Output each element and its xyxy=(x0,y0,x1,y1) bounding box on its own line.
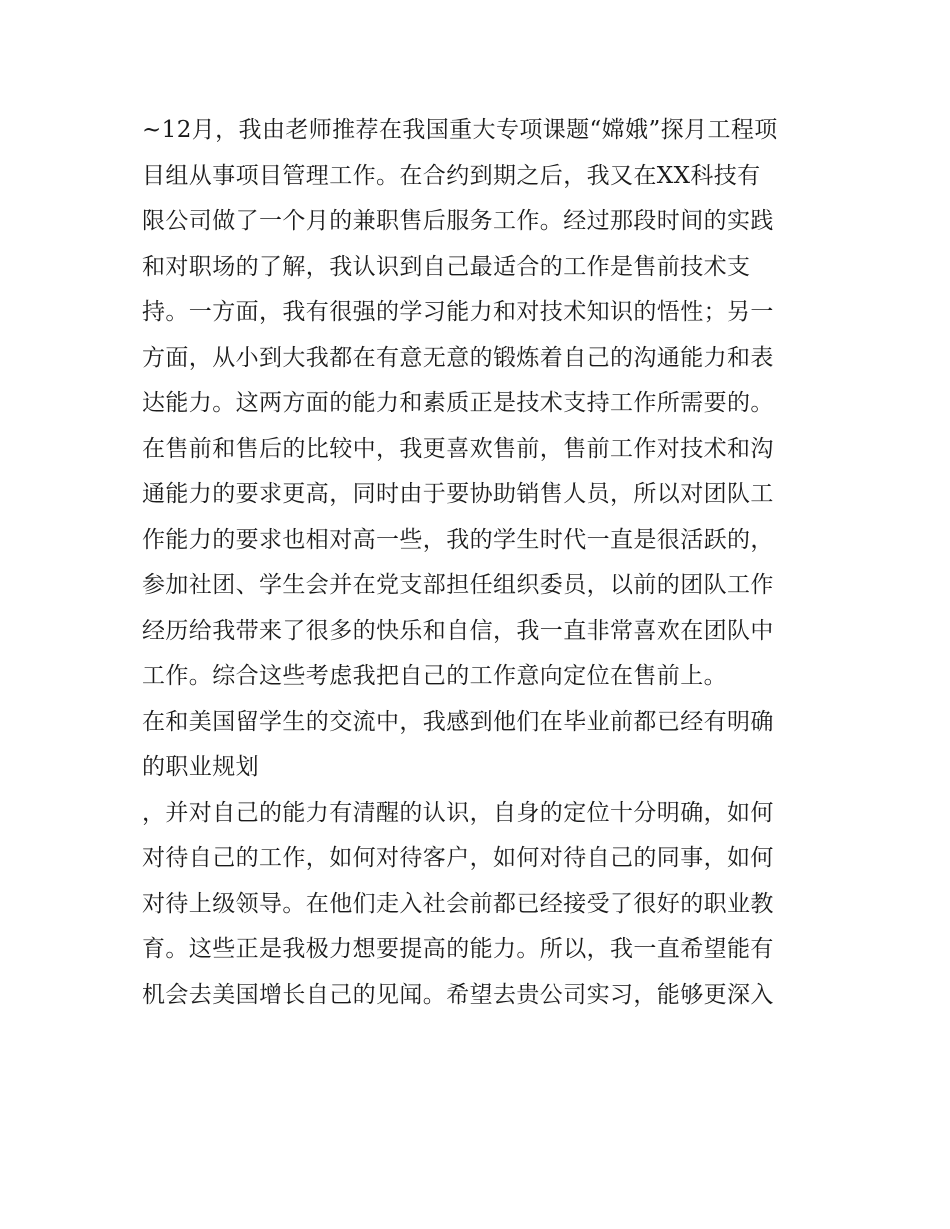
text-line: 参加社团、学生会并在党支部担任组织委员，以前的团队工作 xyxy=(142,572,774,598)
text-line: 方面，从小到大我都在有意无意的锻炼着自己的沟通能力和表 xyxy=(142,344,774,371)
text-line: 育。这些正是我极力想要提高的能力。所以，我一直希望能有 xyxy=(142,936,774,962)
text-line: 达能力。这两方面的能力和素质正是技术支持工作所需要的。 xyxy=(142,390,774,416)
text-line: 经历给我带来了很多的快乐和自信，我一直非常喜欢在团队中 xyxy=(142,617,774,644)
text-line: 在和美国留学生的交流中，我感到他们在毕业前都已经有明确 xyxy=(142,708,774,735)
text-line: 通能力的要求更高，同时由于要协助销售人员，所以对团队工 xyxy=(142,481,774,507)
text-line: 限公司做了一个月的兼职售后服务工作。经过那段时间的实践 xyxy=(142,208,774,234)
text-line: 和对职场的了解，我认识到自己最适合的工作是售前技术支 xyxy=(142,253,751,280)
text-line: 的职业规划 xyxy=(142,754,259,780)
text-line: 作能力的要求也相对高一些，我的学生时代一直是很活跃的， xyxy=(142,526,774,553)
text-line: 工作。综合这些考虑我把自己的工作意向定位在售前上。 xyxy=(142,663,727,689)
text-line: 对待自己的工作，如何对待客户，如何对待自己的同事，如何 xyxy=(142,845,774,871)
text-line: ~12月，我由老师推荐在我国重大专项课题“嫦娥”探月工程项 xyxy=(142,117,778,143)
text-line: 目组从事项目管理工作。在合约到期之后，我又在XX科技有 xyxy=(142,162,761,189)
text-line: 在售前和售后的比较中，我更喜欢售前，售前工作对技术和沟 xyxy=(142,435,774,462)
text-line: 机会去美国增长自己的见闻。希望去贵公司实习，能够更深入 xyxy=(142,981,774,1008)
text-line: ，并对自己的能力有清醒的认识，自身的定位十分明确，如何 xyxy=(142,799,774,826)
text-line: 对待上级领导。在他们走入社会前都已经接受了很好的职业教 xyxy=(142,890,774,917)
text-line: 持。一方面，我有很强的学习能力和对技术知识的悟性；另一 xyxy=(142,299,774,325)
document-body xyxy=(142,108,822,1018)
